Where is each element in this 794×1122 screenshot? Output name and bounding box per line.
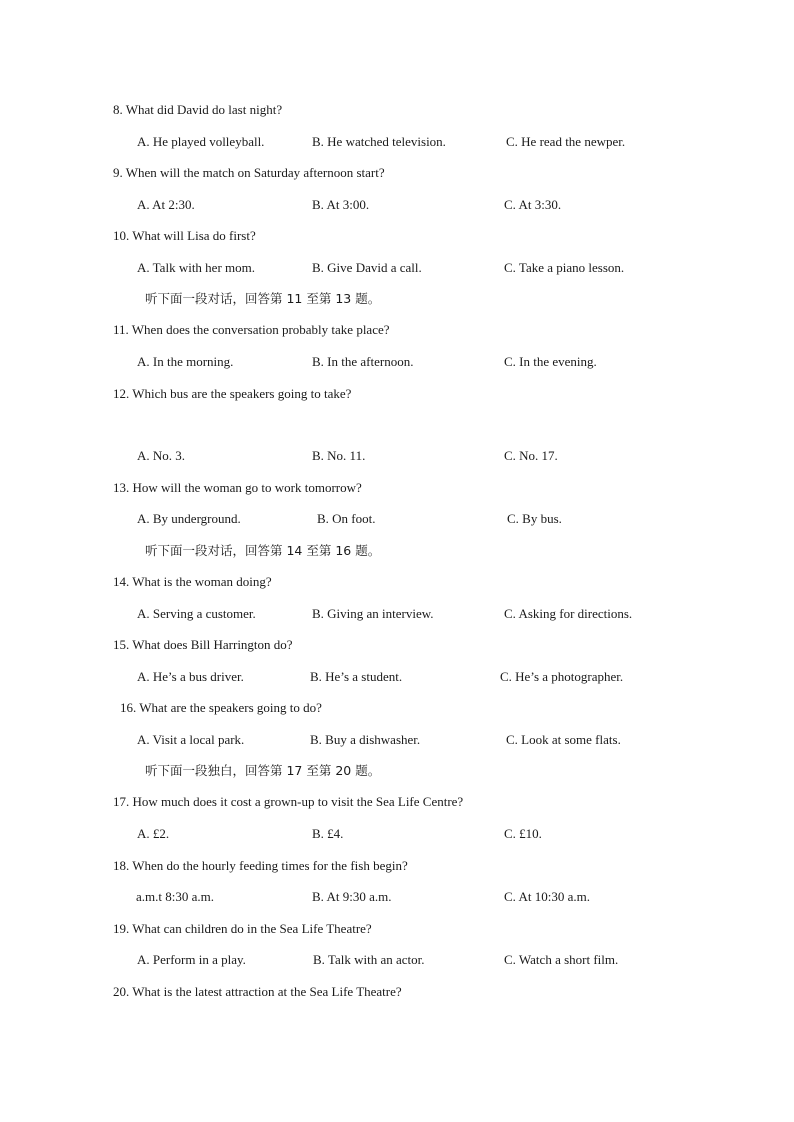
q10-option-c: C. Take a piano lesson. — [504, 260, 625, 275]
q12-option-a: A. No. 3. — [137, 448, 186, 463]
question-19: 19. What can children do in the Sea Life Theatre? — [113, 921, 372, 936]
q8-option-b: B. He watched television. — [312, 134, 446, 149]
q17-option-b: B. £4. — [312, 826, 344, 841]
question-12: 12. Which bus are the speakers going to take? — [113, 386, 352, 401]
question-15: 15. What does Bill Harrington do? — [113, 637, 293, 652]
q17-option-a: A. £2. — [137, 826, 170, 841]
q11-option-c: C. In the evening. — [504, 354, 597, 369]
q18-option-b: B. At 9:30 a.m. — [312, 889, 392, 904]
q9-option-b: B. At 3:00. — [312, 197, 370, 212]
q13-option-b: B. On foot. — [317, 511, 376, 526]
q17-option-c: C. £10. — [504, 826, 542, 841]
q11-option-b: B. In the afternoon. — [312, 354, 414, 369]
q18-option-c: C. At 10:30 a.m. — [504, 889, 590, 904]
q12-option-b: B. No. 11. — [312, 448, 366, 463]
q19-option-a: A. Perform in a play. — [137, 952, 246, 967]
question-17: 17. How much does it cost a grown-up to visit the Sea Life Centre? — [113, 794, 464, 809]
q15-option-c: C. He’s a photographer. — [500, 669, 624, 684]
q19-option-c: C. Watch a short film. — [504, 952, 619, 967]
q8-option-c: C. He read the newper. — [506, 134, 626, 149]
q15-option-a: A. He’s a bus driver. — [137, 669, 244, 684]
q16-option-a: A. Visit a local park. — [137, 732, 245, 747]
q19-option-b: B. Talk with an actor. — [313, 952, 425, 967]
instruction-14-16: 听下面一段对话，回答第 14 至第 16 题。 — [145, 543, 381, 558]
instruction-17-20: 听下面一段独白，回答第 17 至第 20 题。 — [145, 763, 381, 778]
q9-option-c: C. At 3:30. — [504, 197, 562, 212]
q14-option-a: A. Serving a customer. — [137, 606, 256, 621]
q15-option-b: B. He’s a student. — [310, 669, 403, 684]
question-18: 18. When do the hourly feeding times for the fish begin? — [113, 858, 408, 873]
question-20: 20. What is the latest attraction at the Sea Life Theatre? — [113, 984, 402, 999]
q16-option-b: B. Buy a dishwasher. — [310, 732, 421, 747]
q8-option-a: A. He played volleyball. — [137, 134, 265, 149]
q13-option-a: A. By underground. — [137, 511, 241, 526]
q14-option-b: B. Giving an interview. — [312, 606, 434, 621]
q13-option-c: C. By bus. — [507, 511, 562, 526]
q12-option-c: C. No. 17. — [504, 448, 558, 463]
q10-option-b: B. Give David a call. — [312, 260, 422, 275]
q11-option-a: A. In the morning. — [137, 354, 234, 369]
question-11: 11. When does the conversation probably take place? — [113, 322, 390, 337]
q16-option-c: C. Look at some flats. — [506, 732, 621, 747]
q9-option-a: A. At 2:30. — [137, 197, 195, 212]
question-16: 16. What are the speakers going to do? — [120, 700, 322, 715]
question-9: 9. When will the match on Saturday afternoon start? — [113, 165, 385, 180]
instruction-11-13: 听下面一段对话，回答第 11 至第 13 题。 — [145, 291, 381, 306]
q14-option-c: C. Asking for directions. — [504, 606, 633, 621]
question-8: 8. What did David do last night? — [113, 102, 283, 117]
question-10: 10. What will Lisa do first? — [113, 228, 256, 243]
q10-option-a: A. Talk with her mom. — [137, 260, 256, 275]
question-14: 14. What is the woman doing? — [113, 574, 272, 589]
question-13: 13. How will the woman go to work tomorrow? — [113, 480, 362, 495]
q18-option-a: a.m.t 8:30 a.m. — [136, 889, 214, 904]
